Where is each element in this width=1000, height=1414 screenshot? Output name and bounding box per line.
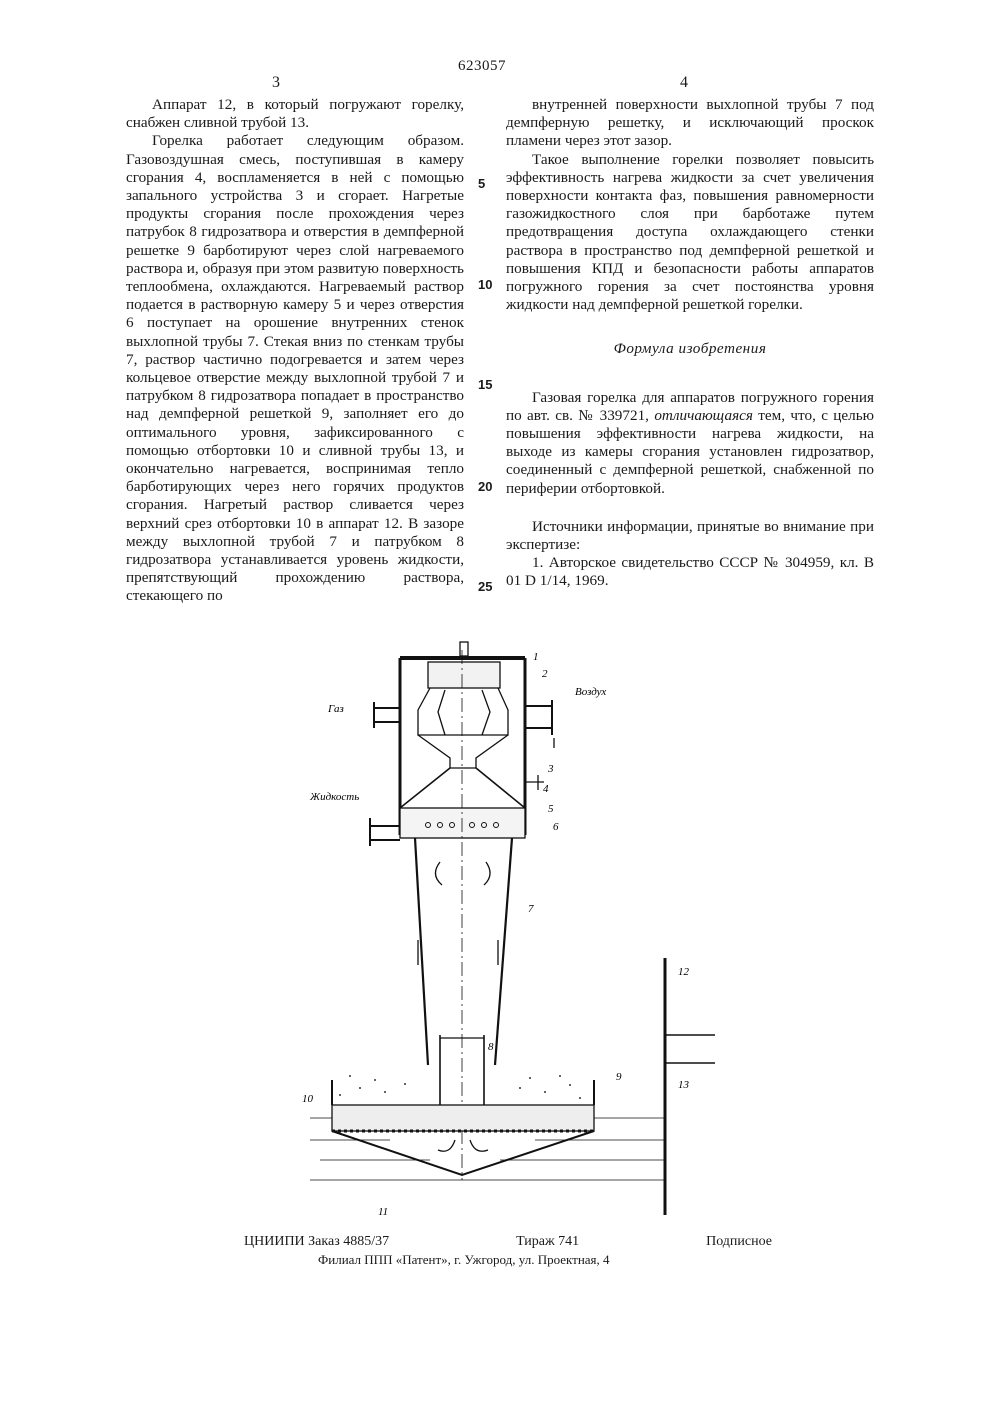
part-2: 2 <box>542 668 548 680</box>
claim-part-a: Газовая горелка для аппаратов погружного горения по авт. св. № 339721, <box>506 388 874 424</box>
footer-order: Заказ 4885/37 <box>308 1234 390 1249</box>
burner-cone-inner <box>438 690 490 735</box>
part-6: 6 <box>553 821 559 833</box>
damper-tray <box>332 1105 594 1131</box>
label-gas: Газ <box>328 703 344 715</box>
gas-inlet-pipe <box>374 702 400 728</box>
part-5: 5 <box>548 803 554 815</box>
part-1: 1 <box>533 651 539 663</box>
gas-flow-arrows <box>438 1140 488 1151</box>
patent-number: 623057 <box>458 58 506 74</box>
line-number-10: 10 <box>478 277 493 292</box>
burner-neck <box>418 735 508 768</box>
left-paragraph-1: Аппарат 12, в который погружают горелку, снабжен сливной трубой 13. <box>126 96 464 132</box>
chamber-cone <box>400 768 525 808</box>
part-7: 7 <box>528 903 534 915</box>
solution-chamber <box>400 808 525 838</box>
ignition-device <box>525 775 544 790</box>
burner-drawing <box>290 640 750 1230</box>
label-air: Воздух <box>575 686 607 698</box>
flow-arrows <box>418 862 498 965</box>
liquid-inlet-pipe <box>370 818 400 846</box>
label-liquid: Жидкость <box>310 791 360 803</box>
part-12: 12 <box>678 966 689 978</box>
footer-org: ЦНИИПИ <box>244 1234 305 1249</box>
top-knob <box>460 642 468 656</box>
right-paragraph-1: внутренней поверхности выхлопной трубы 7 под демпферную решетку, и исключающий проскок пламени через этот зазор. <box>506 96 874 150</box>
claim-emphasis: отличающаяся <box>654 406 753 424</box>
foam-dots <box>339 1075 581 1099</box>
column-number-left: 3 <box>272 74 280 91</box>
line-number-5: 5 <box>478 176 486 191</box>
left-paragraph-2: Горелка работает следующим образом. Газовоздушная смесь, поступившая в камеру сгорания 4, воспламеняется в ней с помощью запального устройства 3 и сгорает. Нагретые продукты сгорания после прохождения через патрубок 8 гидрозатвора и отверстия в демпферной решетке 9 барботируют через слой нагреваемого раствора и, образуя при этом развитую поверхность теплообмена, охлаждаются. Нагреваемый раствор подается в растворную камеру 5 и через отверстия 6 поступает на орошение внутренних стенок выхлопной трубы 7. Стекая вниз по стенкам трубы 7, раствор частично подогревается и затем через кольцевое отверстие между выхлопной трубой 7 и патрубком 8 гидрозатвора попадает в пространство над демпферной решеткой 9, заполняет его до оптимального уровня, зафиксированного с помощью отбортовки 10 и сливной трубы 13, и окончательно нагревается, воспринимая тепло барботирующих через него горячих продуктов сгорания. Нагретый раствор сливается через верхний срез отбортовки 10 в аппарат 12. В зазоре между выхлопной трубой 7 и патрубком 8 гидрозатвора устанавливается уровень жидкости, препятствующий прохождению раствора, стекающего по <box>126 132 464 605</box>
flange <box>332 1080 594 1105</box>
burner-cone-outer <box>418 688 508 735</box>
part-13: 13 <box>678 1079 689 1091</box>
formula-title: Формула изобретения <box>613 340 767 358</box>
footer-line-1 <box>244 1234 772 1250</box>
burner-head <box>428 662 500 688</box>
part-4: 4 <box>543 783 549 795</box>
column-number-right: 4 <box>680 74 688 91</box>
sources-title: Источники информации, принятые во внимание при экспертизе: <box>506 517 874 554</box>
line-number-15: 15 <box>478 377 493 392</box>
drain-pipe <box>665 1035 715 1063</box>
footer-branch: Филиал ППП «Патент», г. Ужгород, ул. Проектная, 4 <box>318 1252 610 1267</box>
right-column <box>506 96 874 591</box>
left-column <box>126 96 464 606</box>
part-10: 10 <box>302 1093 313 1105</box>
line-number-25: 25 <box>478 579 493 594</box>
footer-print-run: Тираж 741 <box>516 1234 580 1249</box>
part-9: 9 <box>616 1071 622 1083</box>
part-11: 11 <box>378 1206 389 1218</box>
bottom-cone <box>332 1131 594 1175</box>
claim-part-b: тем, что, с целью повышения эффективности нагрева жидкости, на выходе из камеры сгорания установлен гидрозатвор, соединенный с демпферной решеткой, снабженной по периферии отбортовкой. <box>506 406 875 497</box>
right-paragraph-2: Такое выполнение горелки позволяет повысить эффективность нагрева жидкости за счет увеличения поверхности контакта фаз, повышения равномерности газожидкостного слоя при барботаже путем предотвращения доступа охлаждающего стенки раствора в пространство под демпферной решеткой и повышения КПД и безопасности работы аппаратов погружного горения за счет постоянства уровня жидкости над демпферной решеткой горелки. <box>506 150 874 314</box>
source-1: 1. Авторское свидетельство СССР № 304959, кл. В 01 D 1/14, 1969. <box>506 554 874 590</box>
part-3: 3 <box>548 763 554 775</box>
line-number-20: 20 <box>478 479 493 494</box>
part-8: 8 <box>488 1041 494 1053</box>
air-inlet-pipe <box>525 700 552 735</box>
footer-subscription: Подписное <box>706 1234 772 1249</box>
claim-text <box>506 389 874 498</box>
